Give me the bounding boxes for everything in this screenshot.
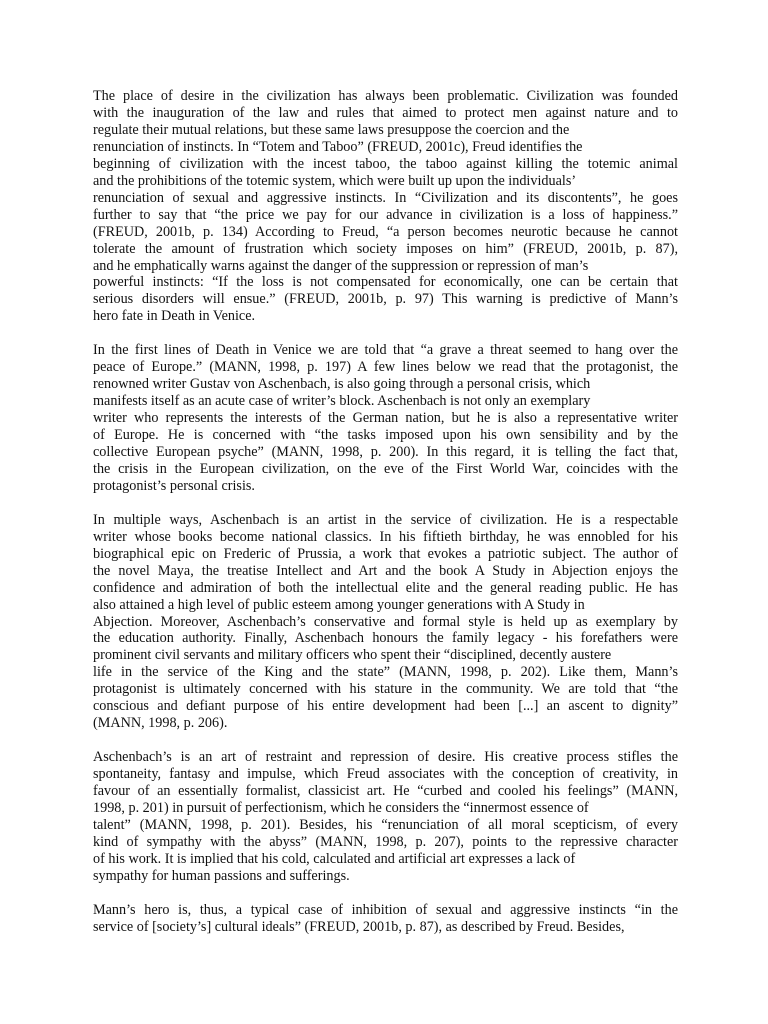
text-line: In multiple ways, Aschenbach is an artist in the service of civilization. He is a respectable: [93, 511, 678, 528]
text-line: writer whose books become national classics. In his fiftieth birthday, he was ennobled for his: [93, 528, 679, 545]
text-line: of Europe. He is concerned with “the tasks imposed upon his own sensibility and by the: [93, 427, 678, 444]
text-line: (MANN, 1998, p. 206).: [93, 715, 228, 732]
paragraph: [93, 512, 678, 732]
text-line: collective European psyche” (MANN, 1998, p. 200). In this regard, it is telling the fact that,: [93, 444, 678, 460]
text-line: tolerate the amount of frustration which society imposes on him” (FREUD, 2001b, p. 87),: [93, 240, 679, 257]
text-line: conscious and defiant purpose of his entire development had been [...] an ascent to dignity”: [93, 698, 678, 715]
text-line: life in the service of the King and the state” (MANN, 1998, p. 202). Like them, Mann’s: [93, 664, 678, 681]
text-line: the crisis in the European civilization, on the eve of the First World War, coincides with the: [93, 460, 678, 477]
text-line: peace of Europe.” (MANN, 1998, p. 197) A few lines below we read that the protagonist, the: [93, 359, 678, 376]
text-line: renowned writer Gustav von Aschenbach, is also going through a personal crisis, which: [93, 376, 591, 393]
text-line: biographical epic on Frederic of Prussia, a work that evokes a patriotic subject. The author of: [93, 545, 678, 562]
text-line: the novel Maya, the treatise Intellect and Art and the book A Study in Abjection enjoys the: [93, 562, 678, 579]
text-line: talent” (MANN, 1998, p. 201). Besides, his “renunciation of all moral scepticism, of every: [93, 816, 678, 833]
text-line: and the prohibitions of the totemic system, which were built up upon the individuals’: [93, 172, 577, 189]
text-line: with the inauguration of the law and rules that aimed to protect men against nature and to: [93, 104, 678, 121]
text-line: service of [society’s] cultural ideals” (FREUD, 2001b, p. 87), as described by Freud. Besides,: [93, 918, 625, 935]
text-line: confidence and admiration of both the intellectual elite and the general reading public. He has: [93, 579, 678, 596]
text-line: writer who represents the interests of the German nation, but he is also a representative writer: [93, 410, 679, 427]
text-line: sympathy for human passions and sufferings.: [93, 867, 350, 884]
text-line: regulate their mutual relations, but these same laws presuppose the coercion and the: [93, 121, 570, 138]
text-line: beginning of civilization with the incest taboo, the taboo against killing the totemic animal: [93, 155, 678, 172]
text-line: manifests itself as an acute case of writer’s block. Aschenbach is not only an exemplary: [93, 393, 591, 410]
text-line: kind of sympathy with the abyss” (MANN, 1998, p. 207), points to the repressive character: [93, 833, 678, 850]
paragraph: [93, 749, 678, 885]
text-line: powerful instincts: “If the loss is not compensated for economically, one can be certain that: [93, 274, 678, 291]
text-line: protagonist is ultimately concerned with his stature in the community. We are told that “the: [93, 681, 678, 698]
text-line: of his work. It is implied that his cold, calculated and artificial art expresses a lack of: [93, 850, 576, 867]
text-line: protagonist’s personal crisis.: [93, 477, 255, 494]
text-line: serious disorders will ensue.” (FREUD, 2001b, p. 97) This warning is predictive of Mann’s: [93, 291, 678, 308]
text-line: prominent civil servants and military officers who spent their “disciplined, decently austere: [93, 647, 612, 664]
text-line: further to say that “the price we pay for our advance in civilization is a loss of happiness.”: [93, 206, 678, 223]
paragraph: [93, 902, 678, 936]
text-line: and he emphatically warns against the danger of the suppression or repression of man’s: [93, 257, 589, 274]
text-line: renunciation of instincts. In “Totem and Taboo” (FREUD, 2001c), Freud identifies the: [93, 138, 583, 155]
text-line: (FREUD, 2001b, p. 134) According to Freud, “a person becomes neurotic because he cannot: [93, 223, 678, 240]
text-line: favour of an essentially formalist, classicist art. He “curbed and cooled his feelings” (MANN,: [93, 783, 678, 800]
text-line: The place of desire in the civilization has always been problematic. Civilization was founded: [93, 88, 678, 104]
text-line: hero fate in Death in Venice.: [93, 308, 256, 325]
text-line: Mann’s hero is, thus, a typical case of inhibition of sexual and aggressive instincts “in the: [93, 901, 678, 918]
text-line: also attained a high level of public esteem among younger generations with A Study in: [93, 596, 585, 613]
document-body: [93, 88, 678, 953]
text-line: renunciation of sexual and aggressive instincts. In “Civilization and its discontents”, he goes: [93, 189, 678, 206]
text-line: 1998, p. 201) in pursuit of perfectionism, which he considers the “innermost essence of: [93, 799, 589, 816]
text-line: the education authority. Finally, Aschenbach honours the family legacy - his forefathers were: [93, 630, 678, 647]
text-line: In the first lines of Death in Venice we are told that “a grave a threat seemed to hang over the: [93, 342, 678, 359]
text-line: Aschenbach’s is an art of restraint and repression of desire. His creative process stifles the: [93, 749, 678, 766]
paragraph: [93, 342, 678, 495]
text-line: spontaneity, fantasy and impulse, which Freud associates with the conception of creativity, in: [93, 766, 678, 783]
paragraph: [93, 88, 678, 325]
text-line: Abjection. Moreover, Aschenbach’s conservative and formal style is held up as exemplary by: [93, 613, 678, 630]
